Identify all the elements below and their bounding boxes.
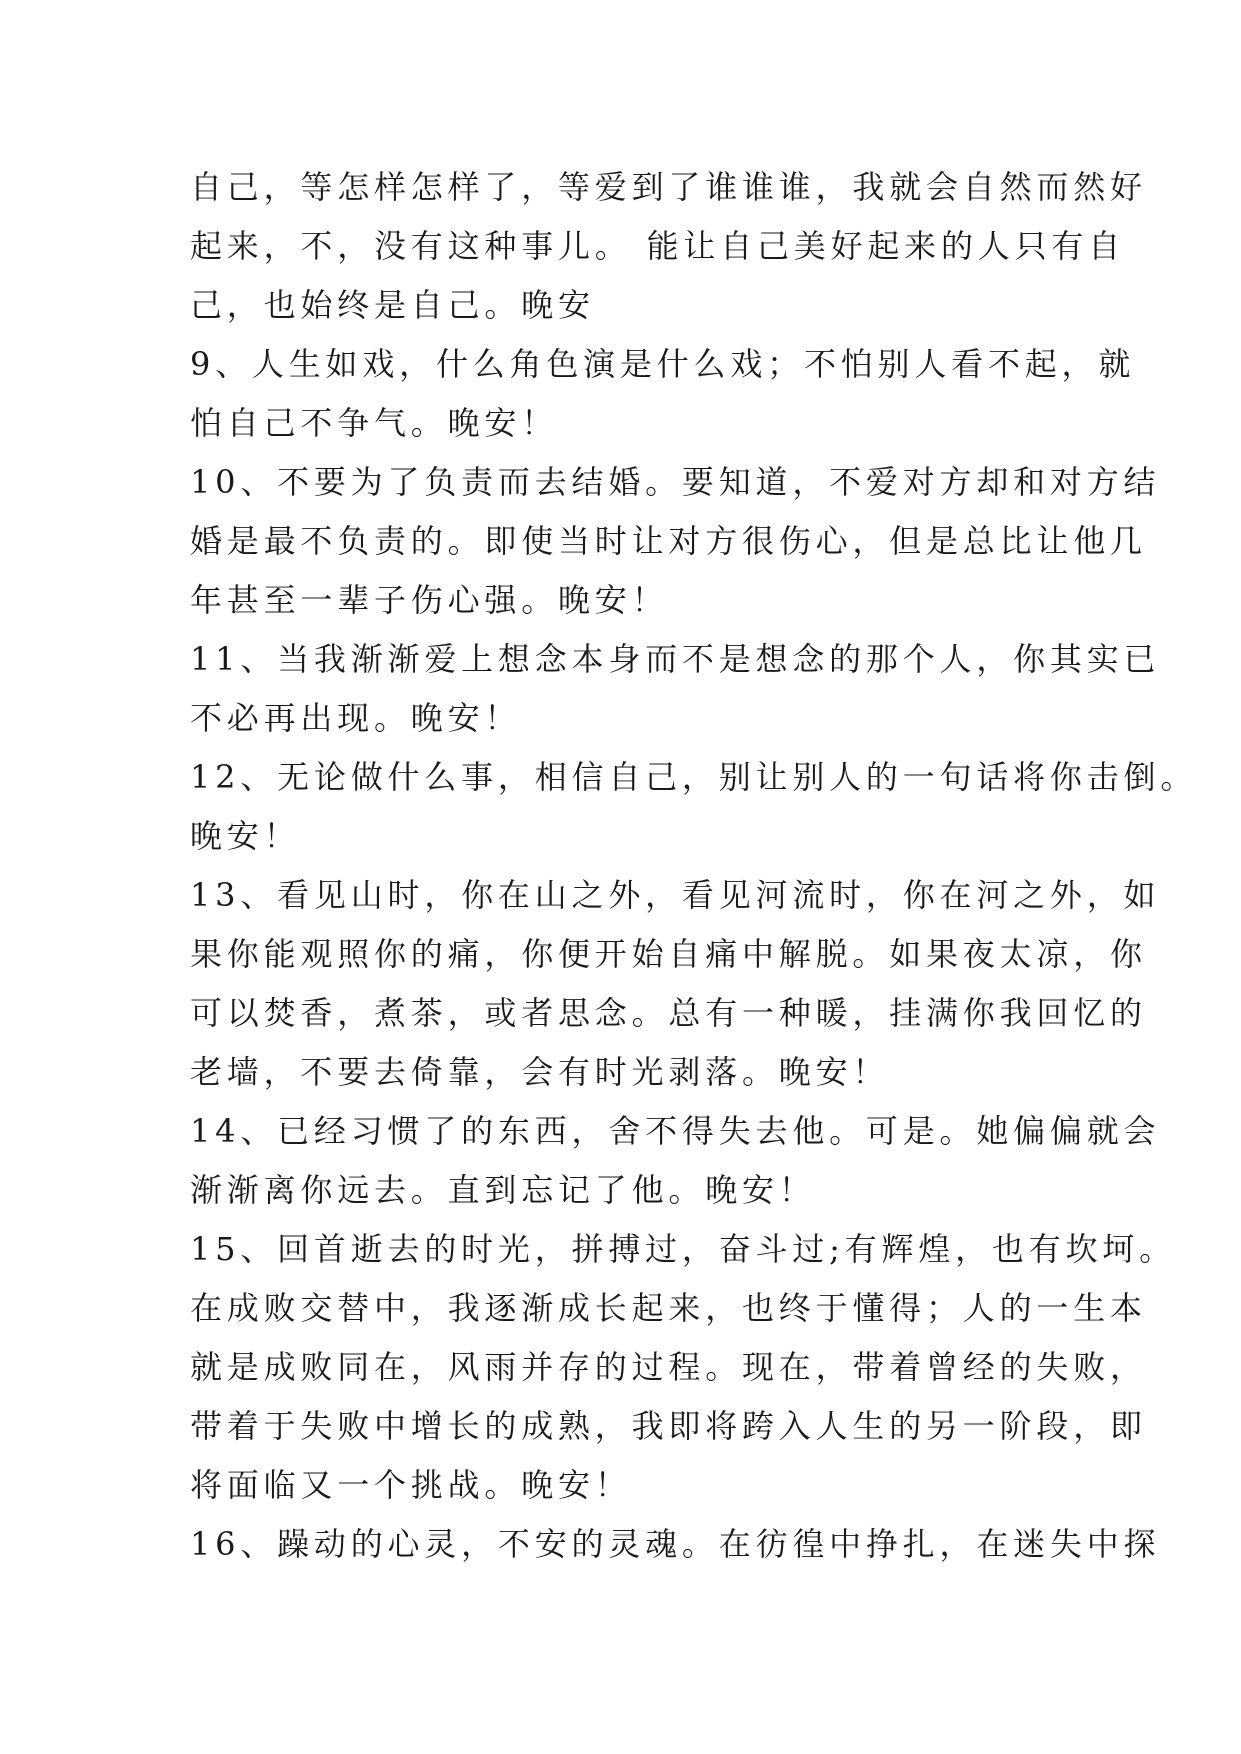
text-line: 9、人生如戏，什么角色演是什么戏；不怕别人看不起，就 bbox=[190, 345, 1136, 383]
text-line: 13、看见山时，你在山之外，看见河流时，你在河之外，如 bbox=[190, 876, 1161, 914]
text-line: 怕自己不争气。晚安！ bbox=[190, 404, 559, 442]
text-line: 15、回首逝去的时光，拼搏过，奋斗过;有辉煌，也有坎坷。 bbox=[190, 1230, 1176, 1268]
text-line: 渐渐离你远去。直到忘记了他。晚安！ bbox=[190, 1171, 816, 1209]
text-line: 14、已经习惯了的东西，舍不得失去他。可是。她偏偏就会 bbox=[190, 1112, 1161, 1150]
text-line: 11、当我渐渐爱上想念本身而不是想念的那个人，你其实已 bbox=[190, 640, 1161, 678]
text-line: 16、躁动的心灵，不安的灵魂。在彷徨中挣扎，在迷失中探 bbox=[190, 1525, 1161, 1563]
text-line: 可以焚香，煮茶，或者思念。总有一种暖，挂满你我回忆的 bbox=[190, 994, 1147, 1032]
text-line: 婚是最不负责的。即使当时让对方很伤心，但是总比让他几 bbox=[190, 522, 1147, 560]
text-line: 在成败交替中，我逐渐成长起来，也终于懂得；人的一生本 bbox=[190, 1289, 1147, 1327]
text-line: 就是成败同在，风雨并存的过程。现在，带着曾经的失败， bbox=[190, 1348, 1147, 1386]
text-line: 带着于失败中增长的成熟，我即将跨入人生的另一阶段，即 bbox=[190, 1407, 1147, 1445]
text-line: 将面临又一个挑战。晚安！ bbox=[190, 1466, 632, 1504]
text-line: 果你能观照你的痛，你便开始自痛中解脱。如果夜太凉，你 bbox=[190, 935, 1147, 973]
text-line: 己，也始终是自己。晚安 bbox=[190, 286, 595, 324]
body-text bbox=[190, 158, 1198, 1574]
text-line: 自己，等怎样怎样了，等爱到了谁谁谁，我就会自然而然好 bbox=[190, 168, 1147, 206]
text-line: 晚安！ bbox=[190, 817, 301, 855]
text-line: 年甚至一辈子伤心强。晚安！ bbox=[190, 581, 669, 619]
text-line: 10、不要为了负责而去结婚。要知道，不爱对方却和对方结 bbox=[190, 463, 1161, 501]
text-line: 老墙，不要去倚靠，会有时光剥落。晚安！ bbox=[190, 1053, 890, 1091]
text-line: 12、无论做什么事，相信自己，别让别人的一句话将你击倒。 bbox=[190, 758, 1198, 796]
text-line: 起来，不，没有这种事儿。 能让自己美好起来的人只有自 bbox=[190, 227, 1125, 265]
text-line: 不必再出现。晚安！ bbox=[190, 699, 522, 737]
